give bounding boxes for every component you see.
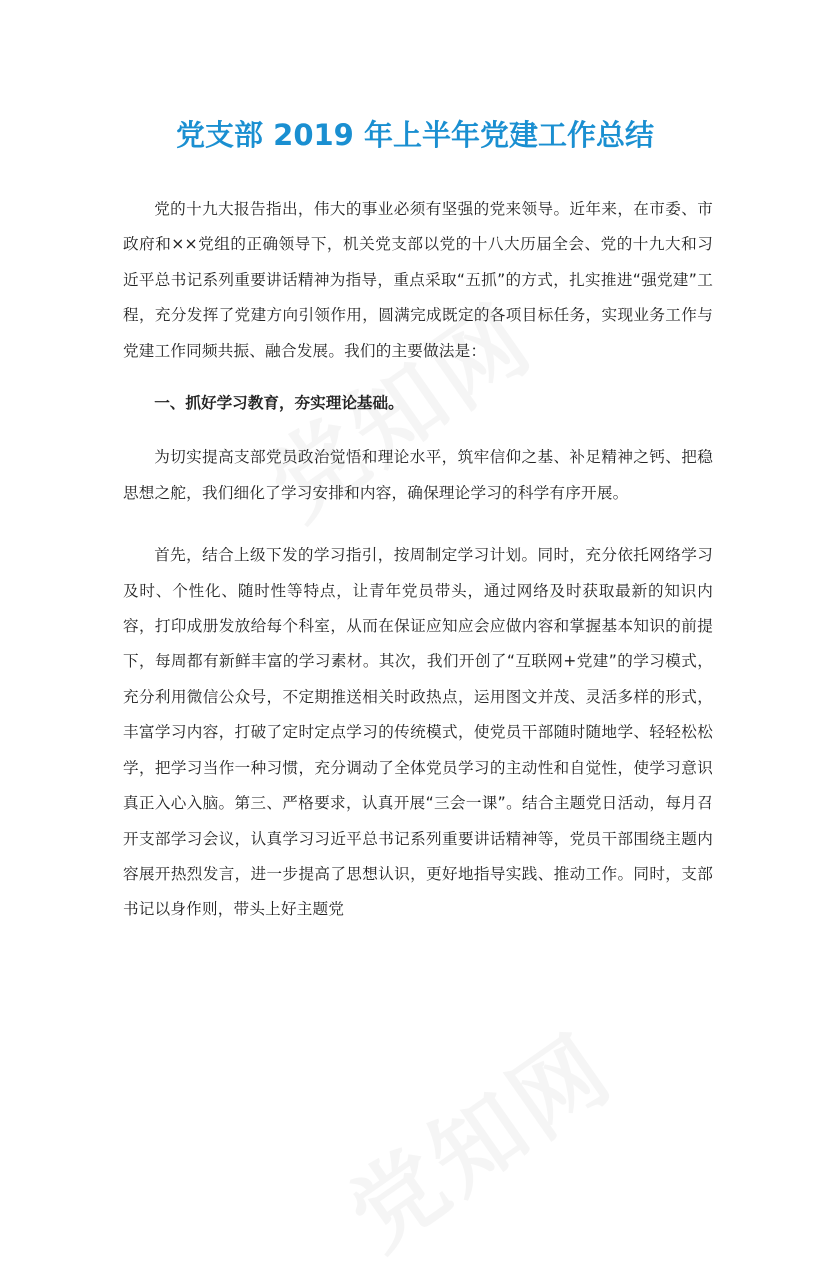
document-title: 党支部 2019 年上半年党建工作总结 bbox=[176, 118, 654, 152]
intro-paragraph: 党的十九大报告指出，伟大的事业必须有坚强的党来领导。近年来，在市委、市政府和××党组的正确领导下，机关党支部以党的十八大历届全会、党的十九大和习近平总书记系列重要讲话精神为指导，重点采取“五抓”的方式，扎实推进“强党建”工程，充分发挥了党建方向引领作用，圆满完成既定的各项目标任务，实现业务工作与党建工作同频共振、融合发展。我们的主要做法是： bbox=[123, 200, 713, 360]
section-heading: 一、抓好学习教育，夯实理论基础。 bbox=[154, 394, 404, 413]
document-body bbox=[123, 192, 713, 928]
watermark bbox=[319, 998, 636, 1274]
body-paragraph: 首先，结合上级下发的学习指引，按周制定学习计划。同时，充分依托网络学习及时、个性化、随时性等特点，让青年党员带头，通过网络及时获取最新的知识内容，打印成册发放给每个科室，从而在保证应知应会应做内容和掌握基本知识的前提下，每周都有新鲜丰富的学习素材。其次，我们开创了“互联网+党建”的学习模式，充分利用微信公众号，不定期推送相关时政热点，运用图文并茂、灵活多样的形式，丰富学习内容，打破了定时定点学习的传统模式，使党员干部随时随地学、轻轻松松学，把学习当作一种习惯，充分调动了全体党员学习的主动性和自觉性，使学习意识真正入心入脑。第三、严格要求，认真开展“三会一课”。结合主题党日活动，每月召开支部学习会议，认真学习习近平总书记系列重要讲话精神等，党员干部围绕主题内容展开热烈发言，进一步提高了思想认识，更好地指导实践、推动工作。同时，支部书记以身作则，带头上好主题党 bbox=[123, 546, 713, 919]
body-paragraph: 为切实提高支部党员政治觉悟和理论水平，筑牢信仰之基、补足精神之钙、把稳思想之舵，我们细化了学习安排和内容，确保理论学习的科学有序开展。 bbox=[123, 448, 713, 502]
